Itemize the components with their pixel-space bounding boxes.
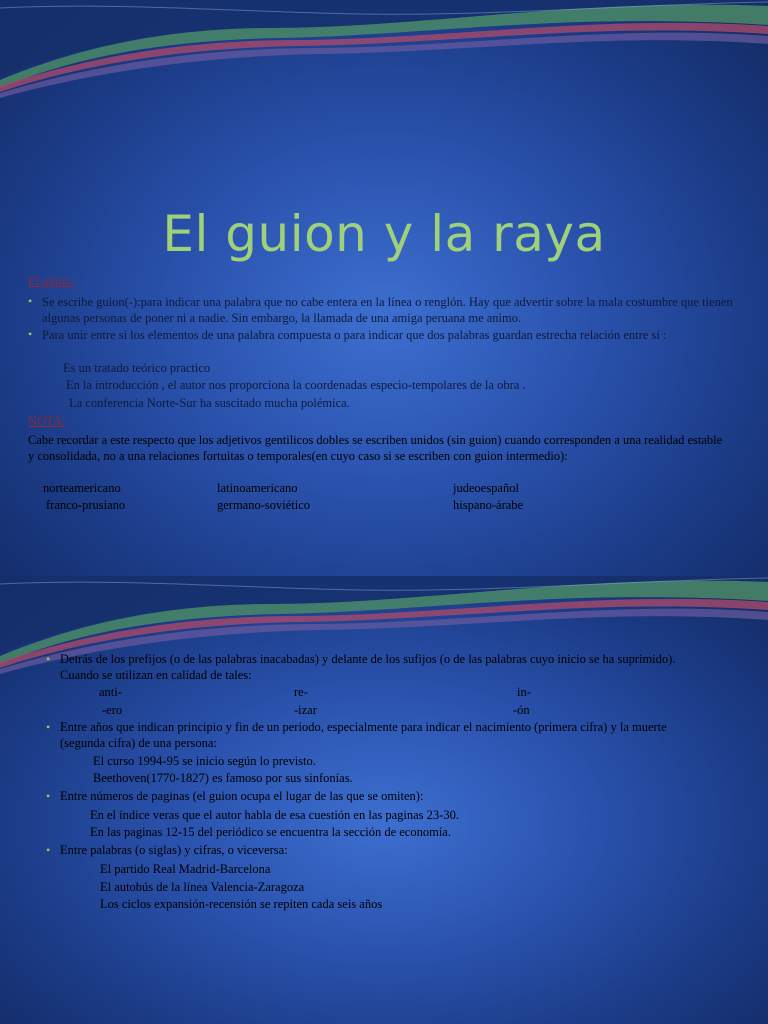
example-text: La conferencia Norte-Sur ha suscitado mucha polémica. <box>69 396 350 410</box>
affix: anti- <box>99 685 122 699</box>
example-text: Los ciclos expansión-recensión se repiten cada seis años <box>100 897 383 911</box>
example-text: Beethoven(1770-1827) es famoso por sus sinfonías. <box>93 771 353 785</box>
bullet-text: Se escribe guion(-):para indicar una palabra que no cabe entera en la línea o renglón. Hay que advertir sobre la mala costumbre que tienen algunas personas de poner ni a nadie. Sin embargo, la llamada de una amiga peruana me animo. <box>42 295 733 325</box>
bullet-text: Para unir entre si los elementos de una palabra compuesta o para indicar que dos palabras guardan estrecha relación entre sí : <box>42 328 667 342</box>
bullet-marker: • <box>46 720 51 734</box>
example-text: En las paginas 12-15 del periódico se encuentra la sección de economía. <box>90 825 451 839</box>
gentilicio: norteamericano <box>43 481 121 495</box>
example-text: Es un tratado teórico practico <box>63 361 211 375</box>
gentilicio: germano-soviético <box>217 498 311 512</box>
example-text: El curso 1994-95 se inicio según lo previsto. <box>93 754 316 768</box>
bullet-marker: • <box>46 652 51 666</box>
gentilicio: franco-prusiano <box>46 498 126 512</box>
affix: -ero <box>102 703 123 717</box>
example-text: El partido Real Madrid-Barcelona <box>100 862 271 876</box>
gentilicio: hispano-árabe <box>453 498 524 512</box>
affix: -izar <box>294 703 317 717</box>
decorative-waves <box>0 0 768 100</box>
bullet-marker: • <box>46 843 51 857</box>
example-text: En el índice veras que el autor habla de esa cuestión en las paginas 23-30. <box>90 808 459 822</box>
gentilicio: latinoamericano <box>217 481 298 495</box>
example-text: En la introducción , el autor nos proporciona la coordenadas especio-tempolares de la obra . <box>66 378 526 392</box>
heading-guion: El guion: <box>28 274 75 288</box>
affix: in- <box>517 685 531 699</box>
bullet-marker: • <box>46 789 51 803</box>
bullet-marker: • <box>28 294 33 308</box>
bullet-text: Entre años que indican principio y fin de un periodo, especialmente para indicar el nacimiento (primera cifra) y la muerte (segunda cifra) de una persona: <box>60 720 667 750</box>
nota-label: NOTA: <box>28 414 66 428</box>
bullet-text: Entre palabras (o siglas) y cifras, o viceversa: <box>60 843 288 857</box>
slide-title: El guion y la raya <box>162 205 606 263</box>
affix: -ón <box>513 703 530 717</box>
example-text: El autobús de la línea Valencia-Zaragoza <box>100 880 305 894</box>
affix: re- <box>294 685 308 699</box>
slide-2 <box>0 576 768 1024</box>
bullet-marker: • <box>28 327 33 341</box>
nota-text: Cabe recordar a este respecto que los adjetivos gentilicos dobles se escriben unidos (sin guion) cuando corresponden a una realidad estable y consolidada, no a una relaciones fortuitas o temporales(en cuyo caso si se escriben con guion intermedio): <box>28 433 723 463</box>
bullet-text: Detrás de los prefijos (o de las palabras inacabadas) y delante de los sufijos (o de las palabras cuyo inicio se ha suprimido). Cuando se utilizan en calidad de tales: <box>60 652 676 682</box>
bullet-text: Entre números de paginas (el guion ocupa el lugar de las que se omiten): <box>60 789 424 803</box>
gentilicio: judeoespañol <box>453 481 519 495</box>
